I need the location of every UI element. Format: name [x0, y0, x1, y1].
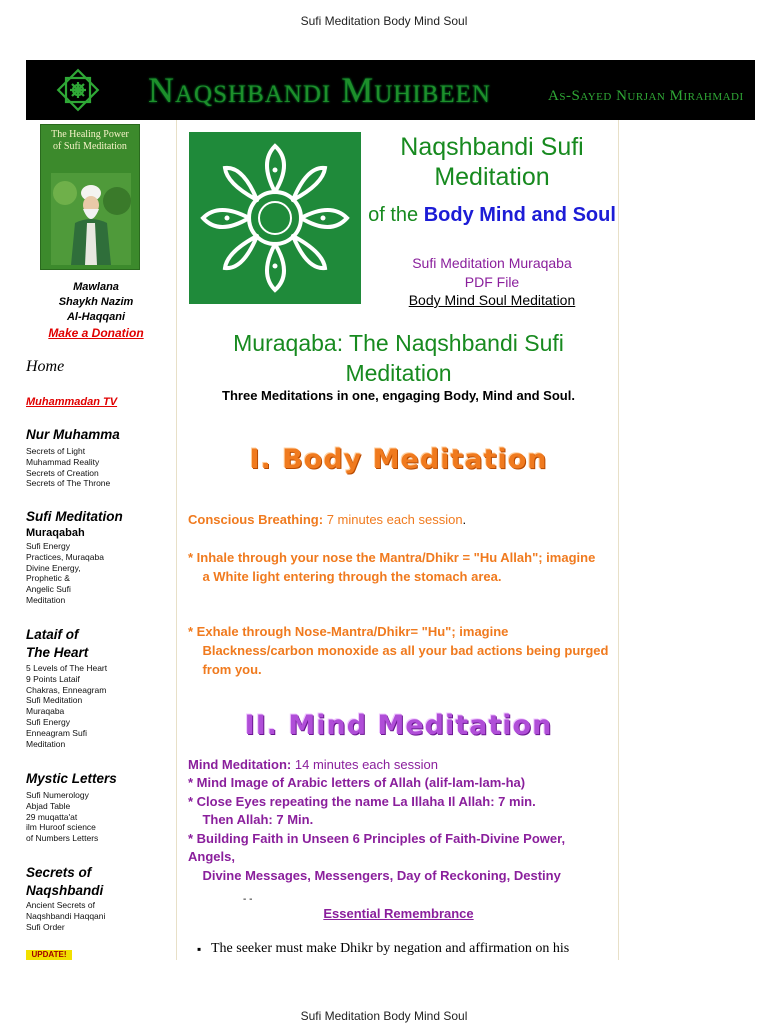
intro-text: Three Meditations in one, engaging Body, Mind and Soul.	[222, 388, 575, 403]
nav-item[interactable]: Prophetic &	[26, 573, 70, 584]
mind-item: * Mind Image of Arabic letters of Allah (alif-lam-lam-ha)	[188, 775, 526, 790]
nav-item[interactable]: Sufi Energy	[26, 541, 70, 551]
nav-item[interactable]: 9 Points Lataif	[26, 673, 80, 684]
nav-item[interactable]: Secrets of The Throne	[26, 478, 111, 489]
nav-item[interactable]: Angelic Sufi	[26, 584, 71, 595]
nav-item[interactable]: Muhammad Reality	[26, 456, 100, 467]
mind-meditation-items	[188, 774, 613, 885]
mind-item: * Building Faith in Unseen 6 Principles of Faith-Divine Power, Angels,	[188, 830, 566, 864]
nav-heading-mystic-letters[interactable]: Mystic Letters	[26, 771, 117, 786]
mind-item: * Close Eyes repeating the name La Illaha Il Allah: 7 min.	[188, 793, 536, 809]
book-title-line-1: The Healing Power	[51, 129, 129, 140]
exhale-instruction	[188, 622, 613, 679]
nav-heading-line: Naqshbandi	[26, 883, 104, 898]
nav-item[interactable]: Abjad Table	[26, 800, 71, 811]
author-line-1: Mawlana	[73, 281, 119, 293]
page-header: Sufi Meditation Body Mind Soul	[300, 14, 468, 28]
list-item: ▪ The seeker must make Dhikr by negation and affirmation on his	[211, 940, 611, 958]
exhale-line: * Exhale through Nose-Mantra/Dhikr= "Hu"; imagine	[188, 624, 509, 639]
pdf-subtitle-line-1: Sufi Meditation Muraqaba	[412, 255, 572, 271]
site-title: Naqshbandi Muhibeen	[148, 70, 491, 110]
nav-subheading-muraqabah[interactable]: Muraqabah	[26, 527, 85, 539]
nav-item[interactable]: Meditation	[26, 594, 66, 605]
nav-heading-secrets-naqshbandi[interactable]	[26, 864, 103, 900]
nav-heading-line: Lataif of	[26, 627, 79, 642]
mind-meditation-line	[188, 756, 613, 775]
sufi-calligraphy-emblem-icon	[189, 132, 361, 304]
nav-item[interactable]: Secrets of Creation	[26, 467, 99, 478]
nav-items-mystic-letters	[26, 790, 98, 844]
mind-meditation-heading: II. Mind Meditation	[244, 710, 553, 741]
nav-item[interactable]: Sufi Numerology	[26, 790, 89, 800]
nav-item[interactable]: Enneagram Sufi	[26, 727, 87, 738]
nav-heading-line: Secrets of	[26, 865, 92, 880]
nav-item[interactable]: Divine Energy,	[26, 562, 81, 573]
nav-item[interactable]: 5 Levels of The Heart	[26, 663, 108, 673]
nav-heading-line: The Heart	[26, 645, 89, 660]
mind-value: 14 minutes each session	[291, 757, 438, 772]
breathing-value: 7 minutes each session	[323, 512, 463, 527]
pdf-subtitle-line-2: PDF File	[464, 274, 520, 290]
site-banner[interactable]	[26, 60, 755, 120]
body-meditation-heading: I. Body Meditation	[249, 444, 548, 475]
inhale-instruction	[188, 548, 613, 586]
sidebar	[26, 120, 176, 960]
exhale-line: from you.	[188, 662, 262, 677]
title-of-line	[367, 202, 617, 228]
dash-mark: - -	[243, 894, 253, 905]
inhale-line: * Inhale through your nose the Mantra/Dhikr = "Hu Allah"; imagine	[188, 550, 596, 565]
mind-label: Mind Meditation:	[188, 757, 292, 772]
nav-items-nur-muhamma	[26, 446, 110, 489]
author-line-3: Al-Haqqani	[66, 311, 126, 323]
nav-item[interactable]: Ancient Secrets of	[26, 900, 95, 910]
title-of-prefix: of the	[368, 204, 424, 226]
nav-items-secrets-naqshbandi	[26, 900, 105, 932]
book-cover-image[interactable]	[40, 124, 140, 270]
nav-item[interactable]: Secrets of Light	[26, 446, 86, 456]
donate-link[interactable]: Make a Donation	[48, 326, 144, 340]
update-badge[interactable]: UPDATE!	[26, 950, 72, 960]
breathing-line	[188, 510, 613, 529]
muraqaba-heading: Muraqaba: The Naqshbandi Sufi Meditation	[233, 330, 564, 386]
nav-item[interactable]: Practices, Muraqaba	[26, 551, 104, 562]
book-title-line-2: of Sufi Meditation	[53, 141, 127, 152]
inhale-line: a White light entering through the stomach area.	[188, 569, 502, 584]
nav-items-lataif	[26, 663, 107, 749]
nav-item[interactable]: Sufi Order	[26, 921, 65, 932]
nav-item[interactable]: Sufi Energy	[26, 716, 70, 727]
naqshbandi-calligraphy-logo-icon	[50, 62, 106, 118]
pdf-subtitle	[367, 254, 617, 292]
breathing-label: Conscious Breathing:	[188, 512, 324, 527]
nav-heading-lataif[interactable]	[26, 626, 88, 662]
home-link[interactable]: Home	[26, 358, 65, 375]
page-footer: Sufi Meditation Body Mind Soul	[300, 1009, 468, 1023]
title-emphasis: Body Mind and Soul	[423, 204, 616, 226]
muhammadan-tv-link[interactable]: Muhammadan TV	[26, 396, 118, 408]
nav-heading-sufi-meditation[interactable]: Sufi Meditation	[26, 509, 123, 524]
book-title	[41, 129, 139, 153]
breathing-period: .	[462, 512, 467, 527]
page-title: Naqshbandi Sufi Meditation	[400, 133, 584, 191]
site-subtitle: As-Sayed Nurjan Mirahmadi	[548, 88, 744, 104]
nav-heading-nur-muhamma[interactable]: Nur Muhamma	[26, 427, 120, 442]
shaykh-portrait-icon	[51, 173, 131, 265]
author-line-2: Shaykh Nazim	[58, 296, 134, 308]
nav-item[interactable]: of Numbers Letters	[26, 833, 99, 844]
essential-remembrance-link[interactable]: Essential Remembrance	[323, 906, 474, 921]
nav-item[interactable]: ilm Huroof science	[26, 822, 96, 833]
nav-items-sufi-meditation	[26, 541, 104, 606]
body-mind-soul-link[interactable]: Body Mind Soul Meditation	[408, 292, 576, 308]
main-content	[176, 120, 619, 960]
nav-item[interactable]: Chakras, Enneagram	[26, 684, 107, 695]
mind-item: Then Allah: 7 Min.	[188, 812, 314, 827]
author-name	[26, 280, 166, 325]
nav-item[interactable]: Sufi Meditation	[26, 695, 83, 706]
mind-item: Divine Messages, Messengers, Day of Reckoning, Destiny	[188, 867, 561, 883]
nav-item[interactable]: Naqshbandi Haqqani	[26, 910, 106, 921]
nav-item[interactable]: Meditation	[26, 738, 66, 749]
exhale-line: Blackness/carbon monoxide as all your bad actions being purged	[188, 643, 609, 658]
nav-item[interactable]: Muraqaba	[26, 706, 65, 717]
nav-item[interactable]: 29 muqatta'at	[26, 811, 78, 822]
